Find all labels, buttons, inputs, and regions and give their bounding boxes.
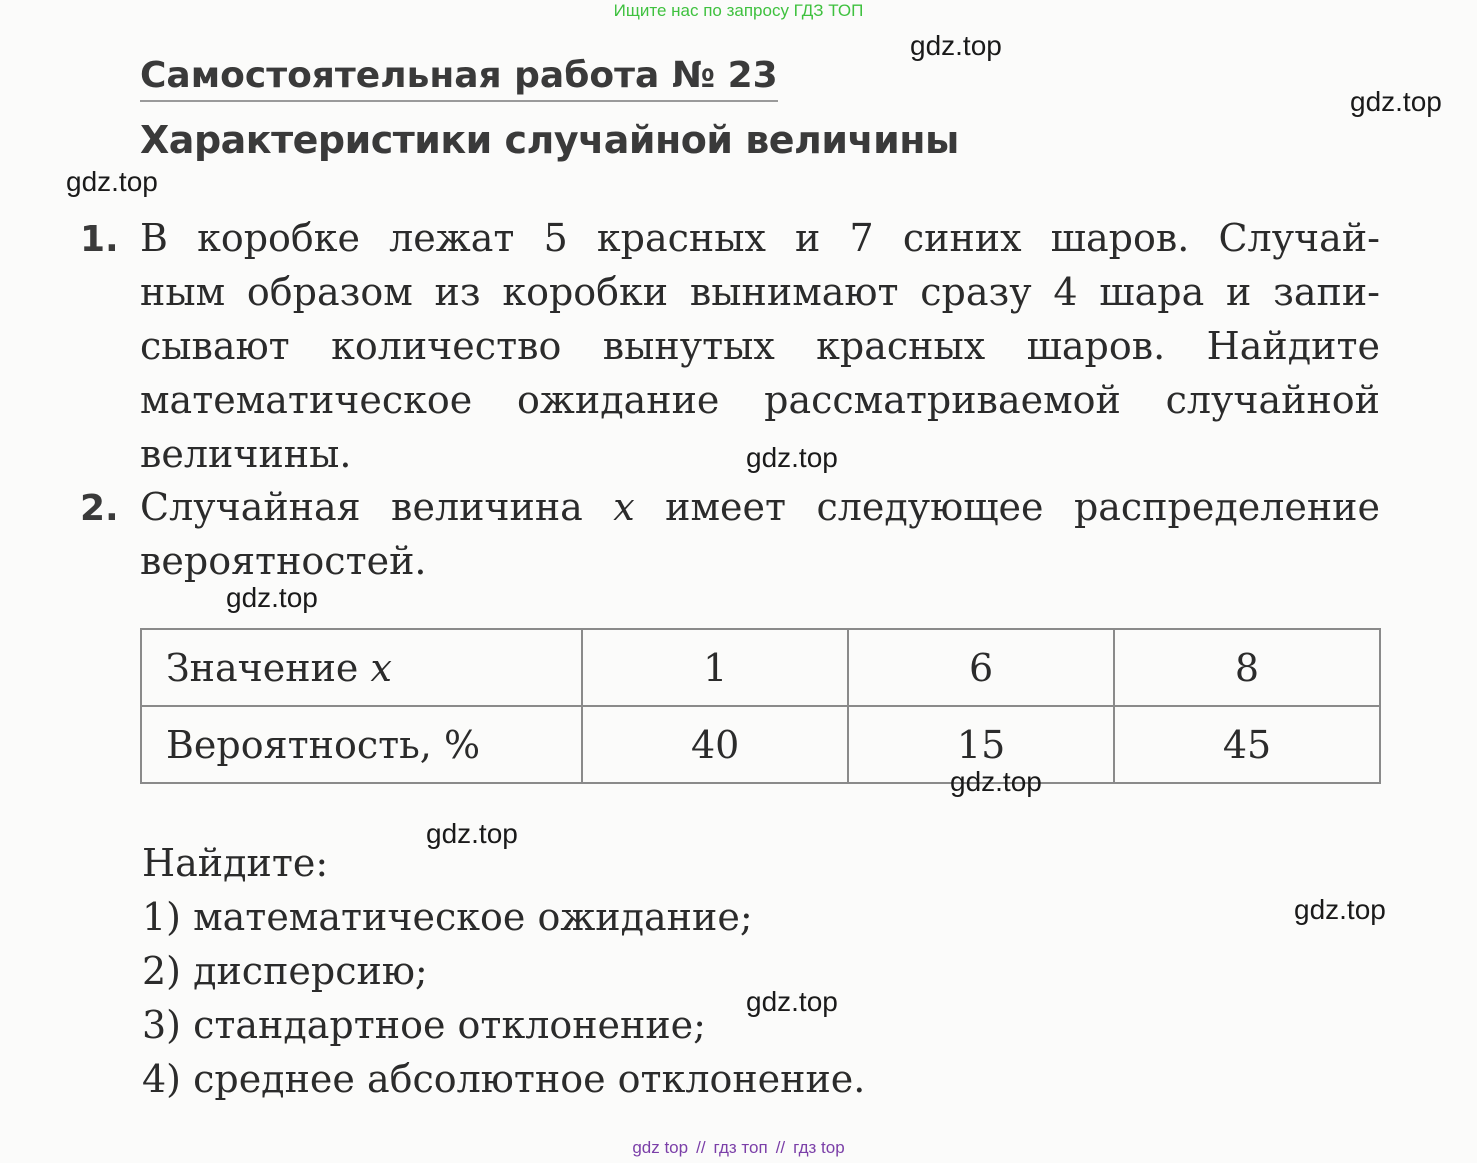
task1-line: сывают количество вынутых красных шаров. Найдите (140, 324, 1380, 368)
table-cell-label: Вероятность, % (141, 706, 582, 783)
task1-line: В коробке лежат 5 красных и 7 синих шаров. Случай- (140, 216, 1380, 260)
watermark: gdz.top (1294, 894, 1386, 925)
table-row (141, 706, 1380, 783)
table-row (141, 629, 1380, 706)
task2-text (140, 480, 1380, 588)
variable-x: x (613, 485, 635, 529)
table-cell: 40 (582, 706, 848, 783)
variable-x: x (370, 645, 392, 690)
page-subtitle: Характеристики случайной величины (140, 118, 959, 162)
task1-line: ным образом из коробки вынимают сразу 4 шара и запи- (140, 270, 1380, 314)
watermark: gdz.top (950, 766, 1042, 797)
list-item: 4) среднее абсолютное отклонение. (142, 1057, 866, 1101)
task1-number: 1. (80, 219, 119, 260)
page-title: Самостоятельная работа № 23 (140, 55, 778, 102)
list-item: 1) математическое ожидание; (142, 895, 753, 939)
table-cell: 15 (848, 706, 1114, 783)
list-item: 3) стандартное отклонение; (142, 1003, 706, 1047)
value-label: Значение (166, 645, 359, 690)
watermark: gdz.top (910, 30, 1002, 61)
distribution-table (140, 628, 1381, 784)
task2-line (140, 480, 1380, 534)
table-cell: 1 (582, 629, 848, 706)
watermark: gdz.top (426, 818, 518, 849)
bottom-link[interactable]: гдз top (793, 1138, 845, 1157)
table-cell: 45 (1114, 706, 1380, 783)
watermark: gdz.top (226, 582, 318, 613)
watermark: gdz.top (746, 442, 838, 473)
list-item: 2) дисперсию; (142, 949, 428, 993)
task2-number: 2. (80, 488, 119, 529)
task1-text (140, 211, 1380, 481)
task2-line1-end: имеет следующее распределение (665, 485, 1380, 529)
bottom-link[interactable]: гдз топ (713, 1138, 768, 1157)
watermark: gdz.top (746, 986, 838, 1017)
task1-line: величины. (140, 432, 352, 476)
watermark: gdz.top (1350, 86, 1442, 117)
task1-line: математическое ожидание рассматриваемой случайной (140, 378, 1380, 422)
bottom-link[interactable]: gdz top (632, 1138, 689, 1157)
find-label: Найдите: (142, 841, 329, 885)
top-banner[interactable]: Ищите нас по запросу ГДЗ ТОП (613, 1, 864, 20)
bottom-banner[interactable]: gdz top // гдз топ // гдз top (632, 1138, 845, 1157)
table-cell: 8 (1114, 629, 1380, 706)
task2-line1-start: Случайная величина (140, 485, 583, 529)
table-cell-label (141, 629, 582, 706)
find-list (142, 836, 865, 1106)
task2-line: вероятностей. (140, 539, 427, 583)
watermark: gdz.top (66, 166, 158, 197)
table-cell: 6 (848, 629, 1114, 706)
